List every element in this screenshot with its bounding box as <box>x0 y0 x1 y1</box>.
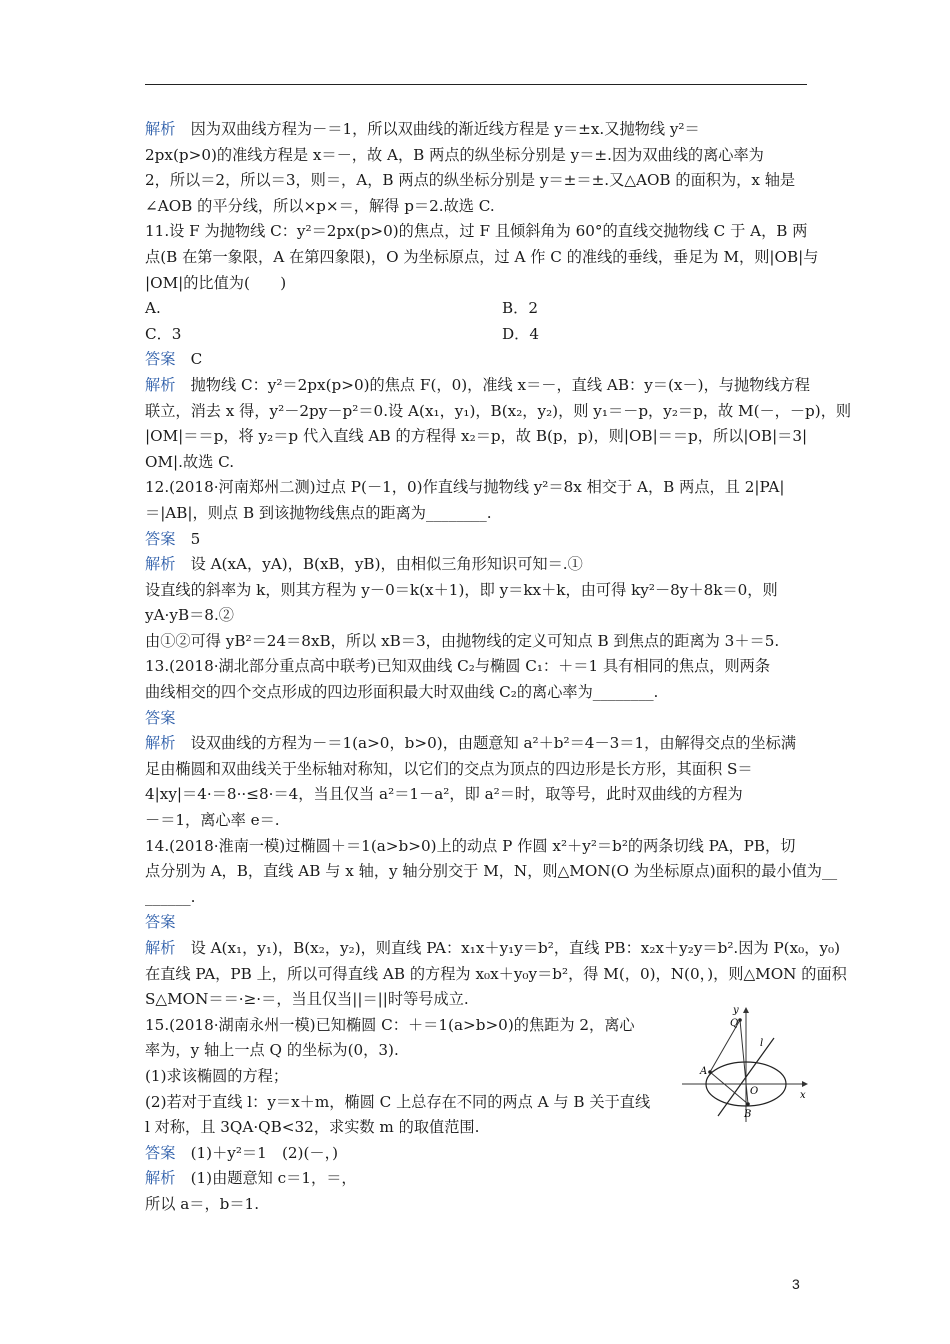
text-line <box>145 501 807 527</box>
line-text: 设双曲线的方程为－＝1(a>0，b>0)，由题意知 a²＋b²＝4－3＝1，由解得交点的坐标满 <box>175 734 797 753</box>
line-text: 曲线相交的四个交点形成的四边形面积最大时双曲线 C₂的离心率为________. <box>145 683 659 702</box>
answer-option: A. <box>145 299 161 318</box>
segment-ab <box>710 1072 748 1104</box>
line-text: |OM|的比值为( ) <box>145 273 287 292</box>
text-line <box>145 936 841 962</box>
analysis-label: 解析 <box>145 375 176 394</box>
analysis-label: 解析 <box>145 555 176 574</box>
line-text: 5 <box>175 529 201 548</box>
text-line <box>145 1192 807 1218</box>
y-axis-arrow <box>743 1007 749 1013</box>
ellipse-figure <box>680 1004 810 1124</box>
label-y: y <box>733 1005 739 1016</box>
line-text: 14.(2018·淮南一模)过椭圆＋＝1(a>b>0)上的动点 P 作圆 x²＋y²＝b²的两条切线 PA，PB，切 <box>145 836 796 855</box>
line-text: 点(B 在第一象限，A 在第四象限)，O 为坐标原点，过 A 作 C 的准线的垂线，垂足为 M，则|OB|与 <box>145 247 819 266</box>
text-line <box>145 629 807 655</box>
text-line <box>145 399 852 425</box>
text-line <box>145 271 807 297</box>
answer-label: 答案 <box>145 708 176 727</box>
answer-label: 答案 <box>145 350 176 369</box>
text-line <box>145 475 807 501</box>
text-line <box>145 1090 660 1116</box>
label-x: x <box>800 1090 806 1101</box>
line-text: 在直线 PA，PB 上，所以可得直线 AB 的方程为 x₀x＋y₀y＝b²，得 M(，0)，N(0，)，则△MON 的面积 <box>145 964 847 983</box>
line-text: 率为，y 轴上一点 Q 的坐标为(0，3). <box>145 1041 399 1060</box>
line-text: yA·yB＝8.② <box>145 606 234 625</box>
text-line <box>145 782 807 808</box>
text-line <box>145 731 807 757</box>
line-text: 设 A(x₁，y₁)，B(x₂，y₂)，则直线 PA：x₁x＋y₁y＝b²，直线 PB：x₂x＋y₂y＝b².因为 P(x₀，y₀) <box>175 939 841 957</box>
text-line <box>145 603 807 629</box>
point-a <box>708 1070 712 1074</box>
line-text: S△MON＝＝·≥·＝，当且仅当||＝||时等号成立. <box>145 990 469 1009</box>
text-line <box>145 834 807 860</box>
analysis-label: 解析 <box>145 734 176 753</box>
line-text: 11.设 F 为抛物线 C：y²＝2px(p>0)的焦点，过 F 且倾斜角为 60°的直线交抛物线 C 于 A，B 两 <box>145 222 808 241</box>
line-text: 15.(2018·湖南永州一模)已知椭圆 C：＋＝1(a>b>0)的焦距为 2，离心 <box>145 1015 635 1034</box>
text-line <box>145 1038 660 1064</box>
line-text: l 对称，且 3QA·QB<32，求实数 m 的取值范围. <box>145 1118 480 1137</box>
line-text: 所以 a＝，b＝1. <box>145 1194 260 1213</box>
line-text: －＝1，离心率 e＝. <box>145 811 280 830</box>
text-line <box>145 1141 807 1167</box>
line-text: 足由椭圆和双曲线关于坐标轴对称知，以它们的交点为顶点的四边形是长方形，其面积 S＝ <box>145 759 753 778</box>
text-line <box>145 885 807 911</box>
text-line <box>145 680 807 706</box>
text-line <box>145 757 807 783</box>
line-text: ______. <box>145 887 196 906</box>
answer-label: 答案 <box>145 1143 176 1162</box>
text-line <box>145 654 807 680</box>
label-l: l <box>760 1038 764 1049</box>
text-line <box>145 1115 660 1141</box>
analysis-label: 解析 <box>145 1169 176 1188</box>
label-q: Q <box>730 1018 739 1029</box>
text-line <box>145 1166 807 1192</box>
label-o: O <box>750 1086 759 1097</box>
line-text: 13.(2018·湖北部分重点高中联考)已知双曲线 C₂与椭圆 C₁：＋＝1 具有相同的焦点，则两条 <box>145 657 771 676</box>
text-line <box>145 808 807 834</box>
label-b: B <box>744 1109 752 1120</box>
line-text: |OM|＝＝p，将 y₂＝p 代入直线 AB 的方程得 x₂＝p，故 B(p，p)，则|OB|＝＝p，所以|OB|＝3| <box>145 427 808 446</box>
text-line <box>145 578 807 604</box>
text-line <box>145 219 807 245</box>
text-line <box>145 347 807 373</box>
line-text: 2，所以＝2，所以＝3，则＝，A，B 两点的纵坐标分别是 y＝±＝±.又△AOB 的面积为，x 轴是 <box>145 171 796 190</box>
text-line <box>145 194 807 220</box>
text-line <box>145 859 838 885</box>
page-number: 3 <box>792 1276 800 1292</box>
label-a: A <box>700 1066 708 1077</box>
point-b <box>746 1102 750 1106</box>
line-text: 抛物线 C：y²＝2px(p>0)的焦点 F(，0)，准线 x＝－，直线 AB：y＝(x－)，与抛物线方程 <box>175 375 810 394</box>
text-line <box>145 962 847 988</box>
analysis-label: 解析 <box>145 939 176 957</box>
text-line <box>145 1013 660 1039</box>
line-text: 设 A(xA，yA)，B(xB，yB)，由相似三角形知识可知＝.① <box>175 555 583 574</box>
line-text: ＝|AB|，则点 B 到该抛物线焦点的距离为________. <box>145 503 492 522</box>
text-line <box>145 143 807 169</box>
answer-label: 答案 <box>145 529 176 548</box>
answer-label: 答案 <box>145 913 176 932</box>
text-line <box>145 245 819 271</box>
text-line <box>145 910 807 936</box>
analysis-label: 解析 <box>145 120 176 138</box>
line-text: (1)求该椭圆的方程； <box>145 1066 289 1085</box>
text-line <box>145 168 807 194</box>
answer-option: D．4 <box>502 324 540 343</box>
line-text: (1)＋y²＝1 (2)(－，) <box>175 1143 339 1162</box>
text-line <box>145 322 807 348</box>
point-q <box>738 1018 742 1022</box>
line-text: 2px(p>0)的准线方程是 x＝－，故 A，B 两点的纵坐标分别是 y＝±.因为双曲线的离心率为 <box>145 145 764 164</box>
text-line <box>145 1064 660 1090</box>
line-text: 设直线的斜率为 k，则其方程为 y－0＝k(x＋1)，即 y＝kx＋k，由可得 ky²－8y＋8k＝0，则 <box>145 580 778 599</box>
text-line <box>145 527 807 553</box>
line-text: (1)由题意知 c＝1，＝， <box>175 1169 357 1188</box>
text-line <box>145 424 807 450</box>
line-text: 4|xy|＝4·＝8··≤8·＝4，当且仅当 a²＝1－a²，即 a²＝时，取等号，此时双曲线的方程为 <box>145 785 743 804</box>
line-text: C <box>175 350 203 369</box>
x-axis-arrow <box>802 1081 808 1087</box>
text-line <box>145 450 807 476</box>
text-line <box>145 373 810 399</box>
line-text: ∠AOB 的平分线，所以×p×＝，解得 p＝2.故选 C. <box>145 196 495 215</box>
text-line <box>145 117 807 143</box>
answer-option: B．2 <box>502 299 539 318</box>
answer-option: C．3 <box>145 324 182 343</box>
line-text: 由①②可得 yB²＝24＝8xB，所以 xB＝3，由抛物线的定义可知点 B 到焦点的距离为 3＋＝5. <box>145 631 780 650</box>
line-text: 因为双曲线方程为－＝1，所以双曲线的渐近线方程是 y＝±x.又抛物线 y²＝ <box>175 120 700 138</box>
text-line <box>145 296 807 322</box>
line-text: OM|.故选 C. <box>145 452 235 471</box>
line-text: 点分别为 A，B，直线 AB 与 x 轴，y 轴分别交于 M，N，则△MON(O 为坐标原点)面积的最小值为__ <box>145 862 838 881</box>
text-line <box>145 706 807 732</box>
header-rule <box>145 84 807 85</box>
text-line <box>145 552 807 578</box>
line-text: 12.(2018·河南郑州二测)过点 P(－1，0)作直线与抛物线 y²＝8x 相交于 A，B 两点，且 2|PA| <box>145 478 785 497</box>
line-text: 联立，消去 x 得，y²－2py－p²＝0.设 A(x₁，y₁)，B(x₂，y₂)，则 y₁＝－p，y₂＝p，故 M(－，－p)，则 <box>145 401 852 420</box>
line-text: (2)若对于直线 l：y＝x＋m，椭圆 C 上总存在不同的两点 A 与 B 关于直线 <box>145 1092 651 1111</box>
